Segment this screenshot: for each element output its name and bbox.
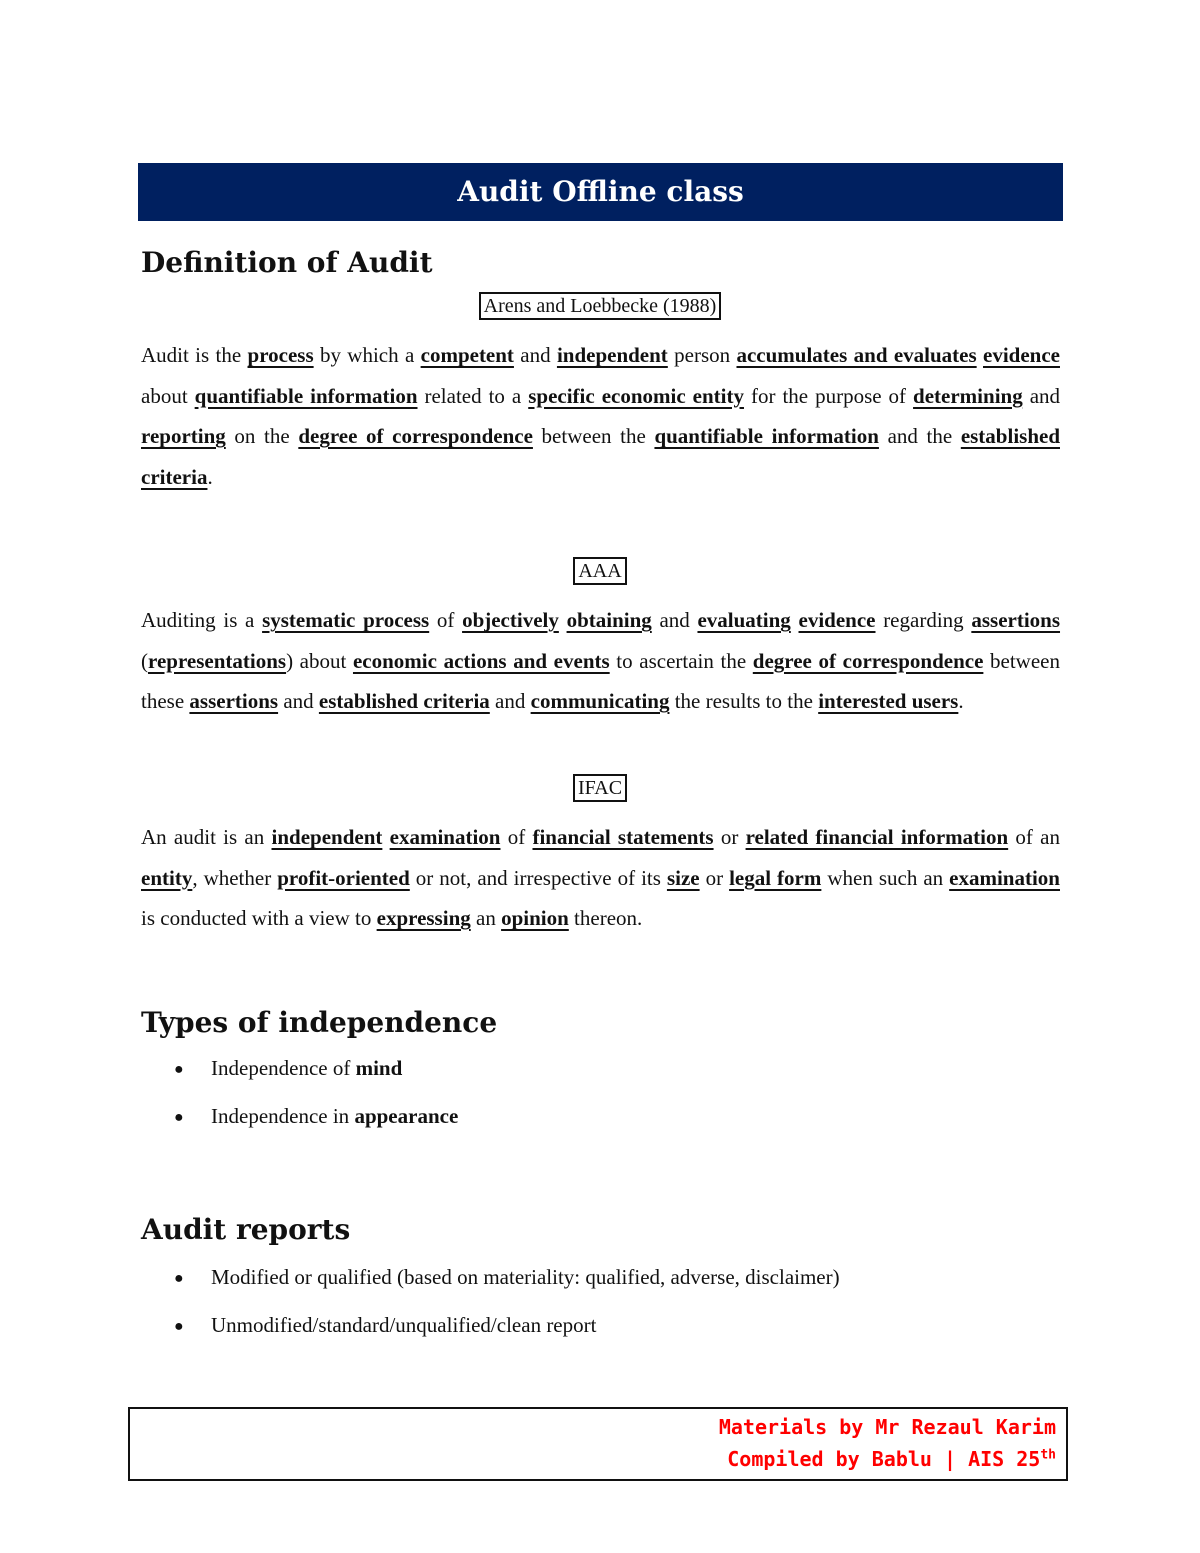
bullet-icon: ● [174,1270,184,1287]
definition-text: is conducted with a view to [141,906,377,930]
key-term: degree of correspondence [298,424,533,448]
definition-text [382,825,389,849]
key-term: assertions [189,689,279,713]
heading-audit-reports: Audit reports [141,1213,351,1246]
key-term: reporting [141,424,226,448]
definition-text: of [429,608,463,632]
key-term: established criteria [141,424,1060,489]
list-item-text: Unmodified/standard/unqualified/clean report [211,1313,597,1337]
key-term: examination [389,825,501,849]
list-item-text: Independence of mind [211,1056,403,1080]
definition-text: of [500,825,533,849]
key-term: degree of correspondence [752,648,984,673]
definition-text: and [278,689,319,713]
list-item-text: Modified or qualified (based on materiality: qualified, adverse, disclaimer) [211,1265,840,1289]
bullet-icon: ● [174,1061,184,1078]
key-term: evaluating [697,608,791,632]
definition-text: regarding [875,608,972,632]
key-term: independent [556,343,668,367]
footer-materials-credit: Materials by Mr Rezaul Karim [718,1415,1056,1439]
definition-text: and the [878,424,961,448]
key-term: examination [949,865,1060,890]
definition-text: when such an [821,865,950,890]
key-term: established criteria [318,689,490,713]
bullet-icon: ● [174,1318,184,1335]
definition-text: and [1022,383,1061,408]
list-item [141,1056,458,1104]
key-term: opinion [501,906,569,930]
source-arens-text: Arens and Loebbecke (1988) [479,292,722,320]
key-term: communicating [530,689,670,713]
definition-text: Auditing is a [141,608,263,632]
key-term: profit-oriented [277,865,410,890]
definition-ifac [141,817,1060,939]
key-term: interested users [818,689,959,713]
list-item-text: Independence in appearance [211,1104,459,1128]
key-term: accumulates and evaluates [736,343,977,367]
definition-text: an [470,906,502,930]
key-term: determining [913,383,1023,408]
key-term: legal form [729,865,822,890]
definition-text: or not, and irrespective of its [409,865,667,890]
list-item [141,1313,840,1361]
definition-text: between the [532,424,655,448]
key-term: evidence [798,608,876,632]
definition-text: related to a [417,383,529,408]
definition-text: An audit is an [141,825,272,849]
definition-text: for the purpose of [743,383,914,408]
source-label-aaa [0,560,1200,583]
definition-text: or [713,825,746,849]
footer-credits-box [128,1407,1068,1481]
definition-text: to ascertain the [609,648,753,673]
key-term: obtaining [566,608,652,632]
definition-text: ) about [286,648,353,673]
definition-text: between these [141,648,1060,713]
definition-text: on the [225,424,299,448]
audit-reports-list [141,1265,840,1361]
definition-text: and [651,608,698,632]
bullet-icon: ● [174,1109,184,1126]
key-term: process [247,343,314,367]
definition-text: . [207,464,213,489]
key-term: assertions [971,608,1061,632]
definition-text: , whether [192,865,278,890]
key-term: representations [148,648,287,673]
key-term: entity [141,865,193,890]
source-ifac-text: IFAC [573,774,627,802]
title-banner: Audit Offline class [138,163,1063,221]
definition-text: ( [141,648,148,673]
definition-arens [141,335,1060,497]
key-term: systematic process [262,608,430,632]
definition-text: . [958,689,964,713]
key-term: quantifiable information [654,424,879,448]
key-term: independent [271,825,383,849]
source-aaa-text: AAA [573,557,626,585]
source-label-ifac [0,777,1200,800]
source-label-arens [0,295,1200,318]
key-term: evidence [983,343,1060,367]
key-term: quantifiable information [194,383,418,408]
definition-text: Audit is the [141,343,248,367]
definition-text: and [513,343,557,367]
key-term: objectively [462,608,559,632]
key-term: competent [420,343,514,367]
list-item [141,1265,840,1313]
definition-text: and [489,689,531,713]
definition-text: of an [1008,825,1060,849]
key-term: specific economic entity [528,383,744,408]
definition-aaa [141,600,1060,722]
list-item [141,1104,458,1152]
definition-text: the results to the [669,689,819,713]
key-term: expressing [376,906,471,930]
definition-text: about [141,383,195,408]
definition-text: by which a [313,343,421,367]
key-term: economic actions and events [352,648,610,673]
independence-list [141,1056,458,1152]
definition-text: or [699,865,730,890]
definition-text [791,608,799,632]
key-term: financial statements [532,825,714,849]
key-term: related financial information [745,825,1009,849]
definition-text [559,608,567,632]
heading-types-of-independence: Types of independence [141,1006,498,1039]
footer-compiled-credit: Compiled by Bablu | AIS 25th [727,1447,1056,1471]
definition-text: person [667,343,737,367]
definition-text: thereon. [568,906,643,930]
key-term: size [666,865,700,890]
heading-definition-of-audit: Definition of Audit [141,246,433,279]
